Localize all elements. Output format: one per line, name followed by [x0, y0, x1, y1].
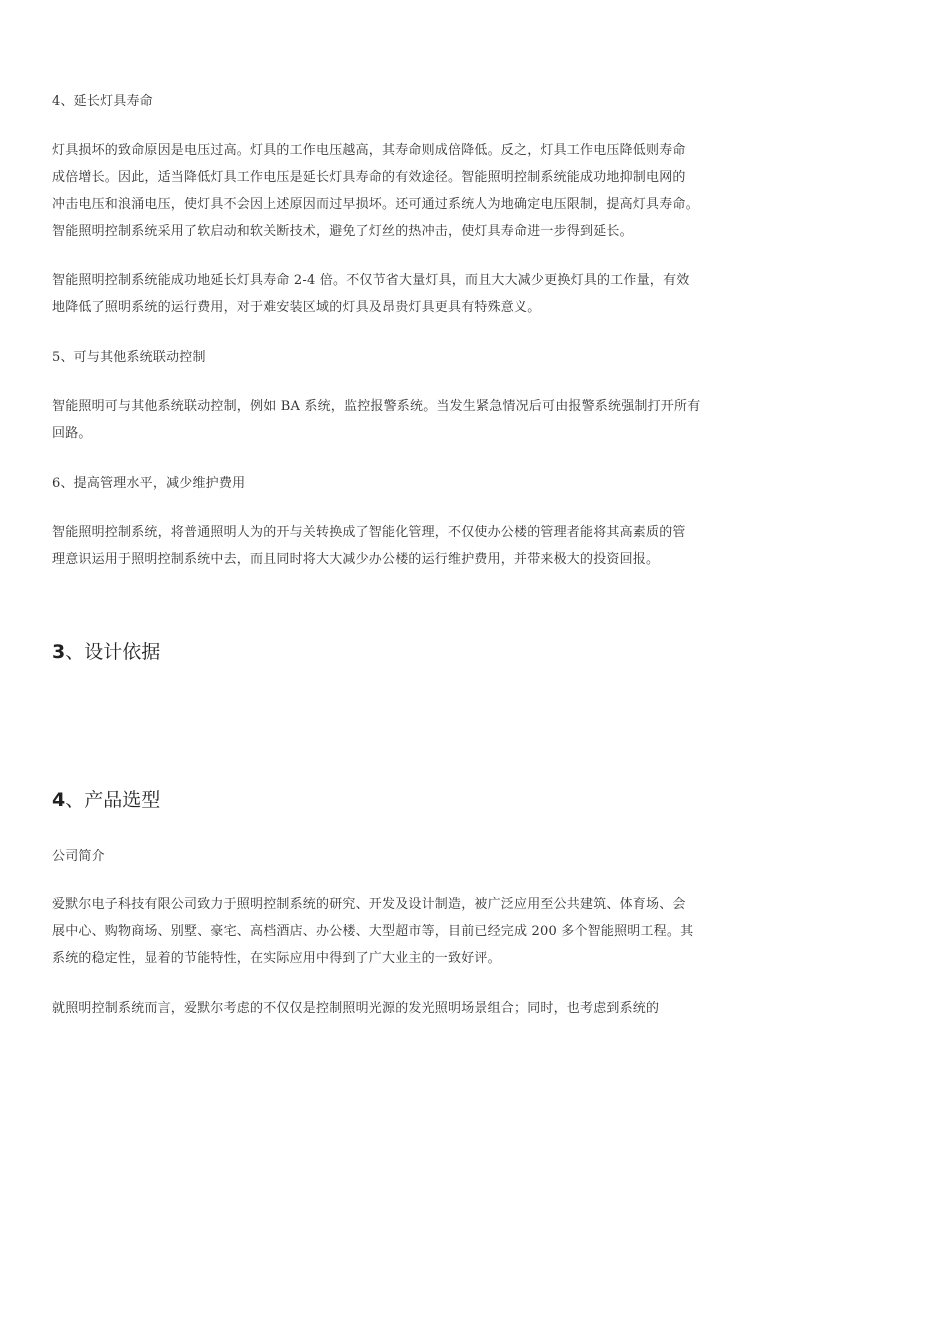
subsection-title-management: 6、提高管理水平，减少维护费用	[52, 476, 246, 491]
paragraph-line: 智能照明控制系统能成功地延长灯具寿命 2-4 倍。不仅节省大量灯具，而且大大减少更换灯具的工作量，有效	[52, 273, 690, 288]
section-heading-text: 、设计依据	[65, 641, 161, 663]
paragraph-line: 成倍增长。因此，适当降低灯具工作电压是延长灯具寿命的有效途径。智能照明控制系统能成功地抑制电网的	[52, 170, 686, 185]
paragraph-line: 灯具损坏的致命原因是电压过高。灯具的工作电压越高，其寿命则成倍降低。反之，灯具工作电压降低则寿命	[52, 143, 686, 158]
section-heading-design-basis	[52, 639, 160, 665]
paragraph-line: 回路。	[52, 426, 92, 441]
paragraph-line: 智能照明控制系统采用了软启动和软关断技术，避免了灯丝的热冲击，使灯具寿命进一步得到延长。	[52, 224, 633, 239]
paragraph-line: 系统的稳定性，显着的节能特性，在实际应用中得到了广大业主的一致好评。	[52, 951, 501, 966]
paragraph-line: 展中心、购物商场、别墅、豪宅、高档酒店、办公楼、大型超市等，目前已经完成 200 多个智能照明工程。其	[52, 924, 694, 939]
paragraph-line: 智能照明控制系统，将普通照明人为的开与关转换成了智能化管理，不仅使办公楼的管理者能将其高素质的管	[52, 525, 686, 540]
section-number: 3	[52, 641, 66, 663]
paragraph-line: 冲击电压和浪涌电压，使灯具不会因上述原因而过早损坏。还可通过系统人为地确定电压限制，提高灯具寿命。	[52, 197, 699, 212]
section-heading-text: 、产品选型	[65, 789, 161, 811]
section-heading-product-selection	[52, 787, 160, 813]
subsection-title-company-profile: 公司简介	[52, 849, 105, 864]
paragraph-line: 智能照明可与其他系统联动控制，例如 BA 系统，监控报警系统。当发生紧急情况后可由报警系统强制打开所有	[52, 399, 701, 414]
subsection-title-linkage-control: 5、可与其他系统联动控制	[52, 350, 206, 365]
paragraph-line: 地降低了照明系统的运行费用，对于难安装区域的灯具及昂贵灯具更具有特殊意义。	[52, 300, 541, 315]
subsection-title-extend-lamp-life: 4、延长灯具寿命	[52, 94, 153, 109]
paragraph-line: 爱默尔电子科技有限公司致力于照明控制系统的研究、开发及设计制造，被广泛应用至公共建筑、体育场、会	[52, 897, 686, 912]
section-number: 4	[52, 789, 66, 811]
paragraph-line: 理意识运用于照明控制系统中去，而且同时将大大减少办公楼的运行维护费用，并带来极大的投资回报。	[52, 552, 660, 567]
paragraph-line: 就照明控制系统而言，爱默尔考虑的不仅仅是控制照明光源的发光照明场景组合；同时，也考虑到系统的	[52, 1001, 660, 1016]
